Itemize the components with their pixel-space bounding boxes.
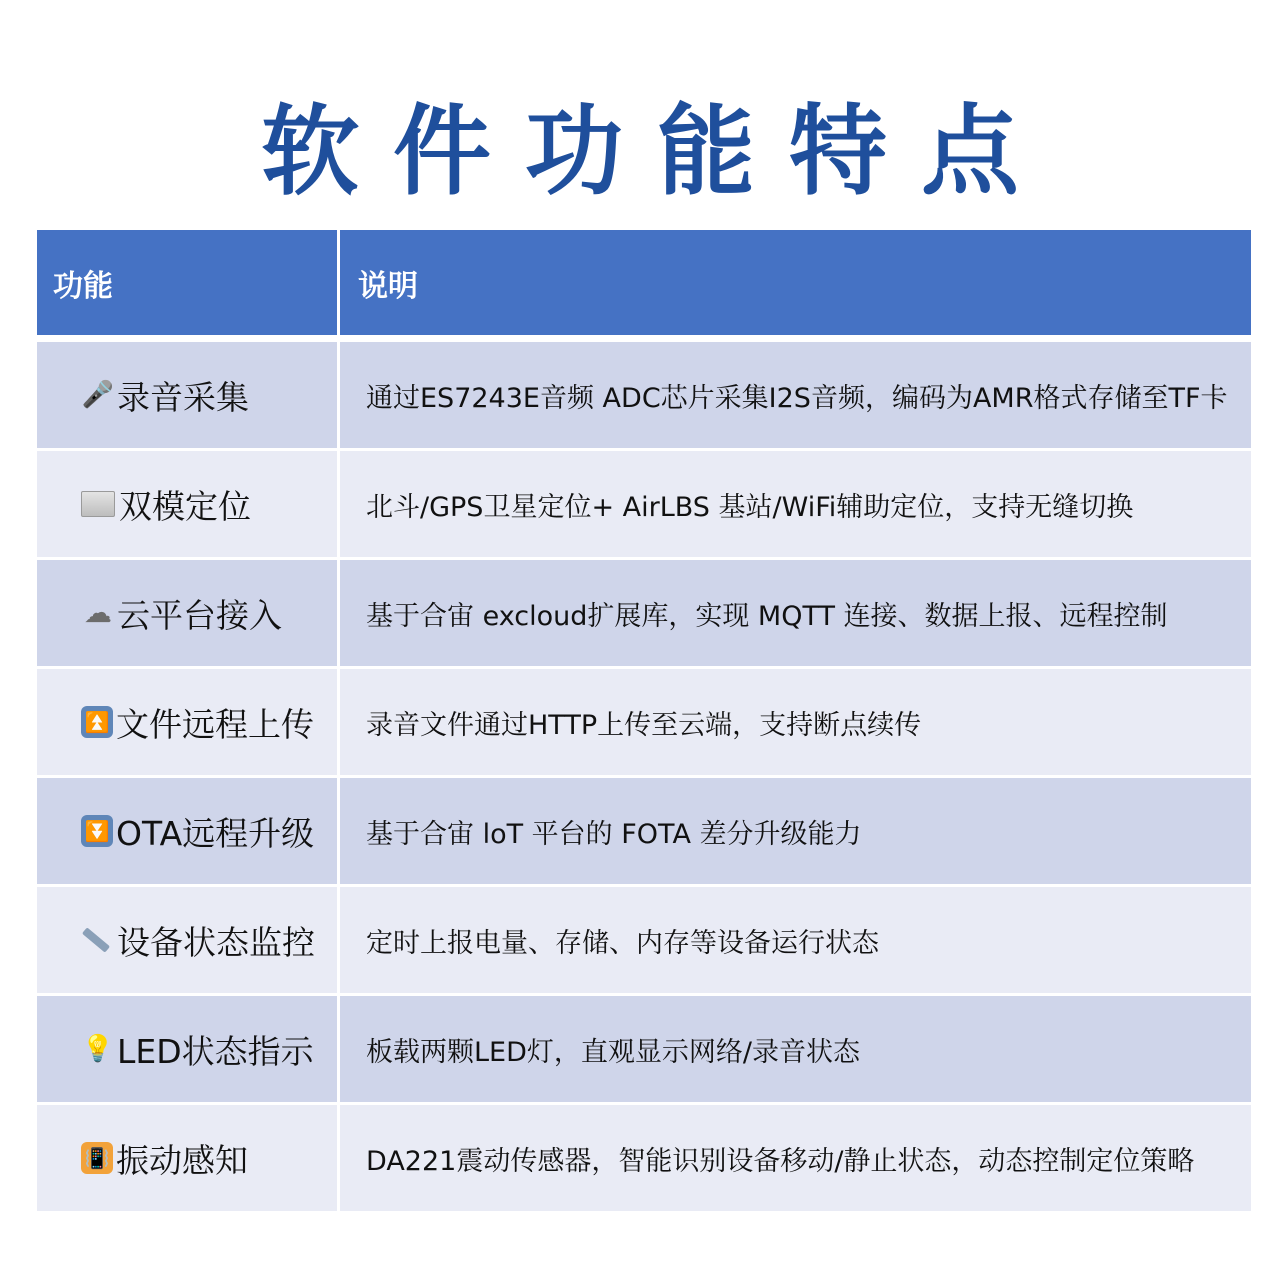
header-function: 功能 bbox=[53, 268, 113, 304]
download-arrow-icon: ⏬ bbox=[81, 815, 113, 847]
function-cell bbox=[37, 560, 337, 666]
function-cell bbox=[37, 1105, 337, 1211]
table-row-audio-recording bbox=[37, 342, 1251, 451]
function-label: 云平台接入 bbox=[117, 595, 282, 635]
table-row-cloud-access bbox=[37, 560, 1251, 669]
function-cell bbox=[37, 996, 337, 1102]
function-label: LED状态指示 bbox=[117, 1031, 314, 1071]
table-row-led-indicator bbox=[37, 996, 1251, 1105]
function-label: OTA远程升级 bbox=[116, 813, 315, 853]
feature-table bbox=[37, 230, 1251, 1214]
function-label: 双模定位 bbox=[119, 486, 251, 526]
function-cell bbox=[37, 887, 337, 993]
table-row-ota-upgrade bbox=[37, 778, 1251, 887]
function-cell bbox=[37, 778, 337, 884]
vibration-icon: 📳 bbox=[81, 1142, 113, 1174]
table-row-file-upload bbox=[37, 669, 1251, 778]
function-label: 文件远程上传 bbox=[116, 704, 314, 744]
description-cell: DA221震动传感器，智能识别设备移动/静止状态，动态控制定位策略 bbox=[337, 1105, 1251, 1211]
table-row-vibration-sensing bbox=[37, 1105, 1251, 1214]
description-cell: 通过ES7243E音频 ADC芯片采集I2S音频，编码为AMR格式存储至TF卡 bbox=[337, 342, 1251, 448]
microphone-icon: 🎤 bbox=[81, 380, 115, 410]
header-description: 说明 bbox=[337, 230, 1251, 335]
description-cell: 基于合宙 excloud扩展库，实现 MQTT 连接、数据上报、远程控制 bbox=[337, 560, 1251, 666]
function-label: 振动感知 bbox=[116, 1140, 248, 1180]
function-label: 设备状态监控 bbox=[117, 922, 315, 962]
description-cell: 板载两颗LED灯，直观显示网络/录音状态 bbox=[337, 996, 1251, 1102]
table-row-dual-positioning bbox=[37, 451, 1251, 560]
table-row-status-monitoring bbox=[37, 887, 1251, 996]
upload-arrow-icon: ⏫ bbox=[81, 706, 113, 738]
cloud-icon: ☁ bbox=[84, 596, 112, 629]
table-header-row bbox=[37, 230, 1251, 342]
description-cell: 基于合宙 loT 平台的 FOTA 差分升级能力 bbox=[337, 778, 1251, 884]
function-cell bbox=[37, 342, 337, 448]
laptop-icon bbox=[81, 491, 115, 517]
description-cell: 北斗/GPS卫星定位+ AirLBS 基站/WiFi辅助定位，支持无缝切换 bbox=[337, 451, 1251, 557]
description-cell: 录音文件通过HTTP上传至云端，支持断点续传 bbox=[337, 669, 1251, 775]
function-cell bbox=[37, 451, 337, 557]
light-bulb-icon: 💡 bbox=[81, 1034, 115, 1064]
page-title: 软件功能特点 bbox=[260, 95, 1053, 209]
function-cell bbox=[37, 669, 337, 775]
description-cell: 定时上报电量、存储、内存等设备运行状态 bbox=[337, 887, 1251, 993]
function-label: 录音采集 bbox=[117, 377, 249, 417]
ruler-icon bbox=[82, 927, 110, 952]
